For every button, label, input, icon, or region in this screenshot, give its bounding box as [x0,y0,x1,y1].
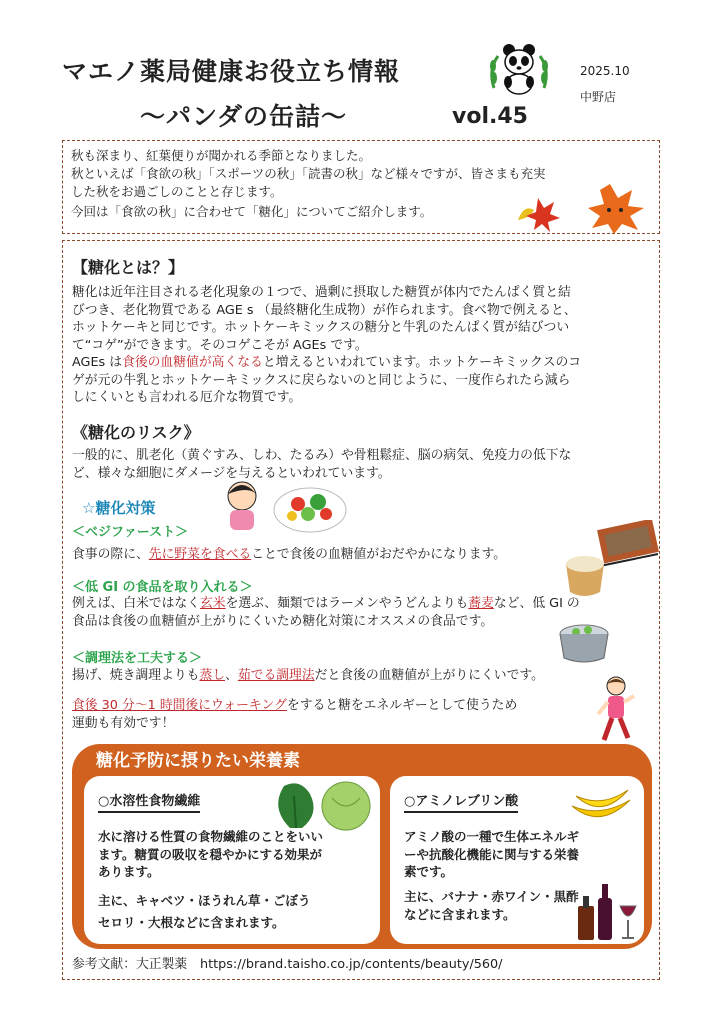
steamed-pot-illustration [556,616,612,666]
store-name: 中野店 [580,90,617,104]
text-line: ゲが元の牛乳とホットケーキミックスに戻らないのと同じように、一度作られたら減ら [72,372,571,388]
wine-vinegar-icon [574,880,640,942]
girl-eating-salad-illustration [218,476,348,538]
card-description: アミノ酸の一種で生体エネルギ ーや抗酸化機能に関与する栄養 素です。 [404,829,580,879]
autumn-leaves-icon [510,180,658,234]
text-line: 糖化は近年注目される老化現象の１つで、過剰に摂取した糖質が体内でたんぱく質と結 [72,285,571,300]
text-line: 例えば、白米ではなく玄米を選ぶ、麺類ではラーメンやうどんよりも蕎麦など、低 GI の [72,596,580,611]
card-soluble-fiber [84,776,380,944]
text-line: 運動も有効です！ [72,715,175,731]
intro-paragraph: 秋といえば「食欲の秋」「スポーツの秋」「読書の秋」など様々ですが、皆さまも充実 [71,166,546,181]
subheading-veggie-first: ＜ベジファースト＞ [72,525,189,540]
text-line: ど、様々な細胞にダメージを与えるといわれています。 [72,465,391,481]
panda-logo-icon [484,40,554,100]
reference-citation: 参考文献：大正製薬 https://brand.taisho.co.jp/contents/beauty/560/ [72,957,503,972]
issue-date: 2025.10 [580,64,630,78]
page-subtitle: ～パンダの缶詰～ [140,102,348,131]
walking-paragraph [72,697,647,732]
text-line: びつき、老化物質である AGE s （最終糖化生成物）が作られます。食べ物で例えると、 [72,302,577,318]
text-line: 食事の際に、先に野菜を食べることで食後の血糖値がおだやかになります。 [72,547,507,562]
card-title: ○アミノレブリン酸 [404,790,518,813]
card-aminolevulinic-acid [390,776,644,944]
intro-paragraph: 今回は「食欲の秋」に合わせて「糖化」についてご紹介します。 [71,204,433,219]
card-examples: 主に、バナナ・赤ワイン・黒酢 などに含まれます。 [404,889,579,922]
walking-woman-illustration [594,674,638,746]
text-line: 揚げ、焼き調理よりも蒸し、茹でる調理法だと食後の血糖値が上がりにくいです。 [72,668,544,683]
text-line: 食後 30 分～1 時間後にウォーキングをすると糖をエネルギーとして使うため [72,698,518,713]
toka-paragraph [72,284,647,407]
nutrients-heading: 糖化予防に摂りたい栄養素 [96,751,300,771]
card-examples: 主に、キャベツ・ほうれん草・ごぼう セロリ・大根などに含まれます。 [98,893,311,930]
text-line: て“コゲ”ができます。そのコゲこそが AGEs です。 [72,337,368,353]
highlight-text: 茹でる調理法 [237,668,315,683]
subheading-low-gi: ＜低 GI の食品を取り入れる＞ [72,580,253,595]
highlight-text: 蒸し [199,668,226,683]
page-title: マエノ薬局健康お役立ち情報 [62,57,401,86]
highlight-text: 蕎麦 [468,596,494,611]
spinach-cabbage-icon [270,778,376,832]
text-line: 一般的に、肌老化（黄ぐすみ、しわ、たるみ）や骨粗鬆症、脳の病気、免疫力の低下な [72,448,572,463]
volume-number: vol.45 [452,104,528,129]
card-description: 水に溶ける性質の食物繊維のことをいい ます。糖質の吸収を穏やかにする効果が あります。 [98,829,324,879]
subheading-cooking-method: ＜調理法を工夫する＞ [72,651,203,666]
text-line: ホットケーキと同じです。ホットケーキミックスの糖分と牛乳のたんぱく質が結びつい [72,320,570,335]
highlight-text: 食後 30 分～1 時間後にウォーキング [72,698,287,713]
text-line: しにくいとも言われる厄介な物質です。 [72,390,302,405]
section-heading-risk: 《糖化のリスク》 [72,423,200,442]
text-line: AGEs は食後の血糖値が高くなると増えるといわれています。ホットケーキミックスのコ [72,355,582,370]
section-heading-countermeasures: ☆糖化対策 [82,499,156,517]
highlight-text: 食後の血糖値が高くなる [122,355,263,370]
section-heading-toka: 【糖化とは？】 [72,258,185,277]
highlight-text: 先に野菜を食べる [148,547,252,562]
soba-rice-illustration [560,520,660,600]
risk-paragraph [72,447,647,482]
banana-icon [566,780,636,830]
text-line: 食品は食後の血糖値が上がりにくいため糖化対策にオススメの食品です。 [72,613,494,629]
intro-paragraph: 秋も深まり、紅葉便りが聞かれる季節となりました。 [71,148,372,163]
card-title: ○水溶性食物繊維 [98,790,200,813]
intro-paragraph: した秋をお過ごしのことと存じます。 [71,184,283,199]
highlight-text: 玄米 [199,596,226,611]
